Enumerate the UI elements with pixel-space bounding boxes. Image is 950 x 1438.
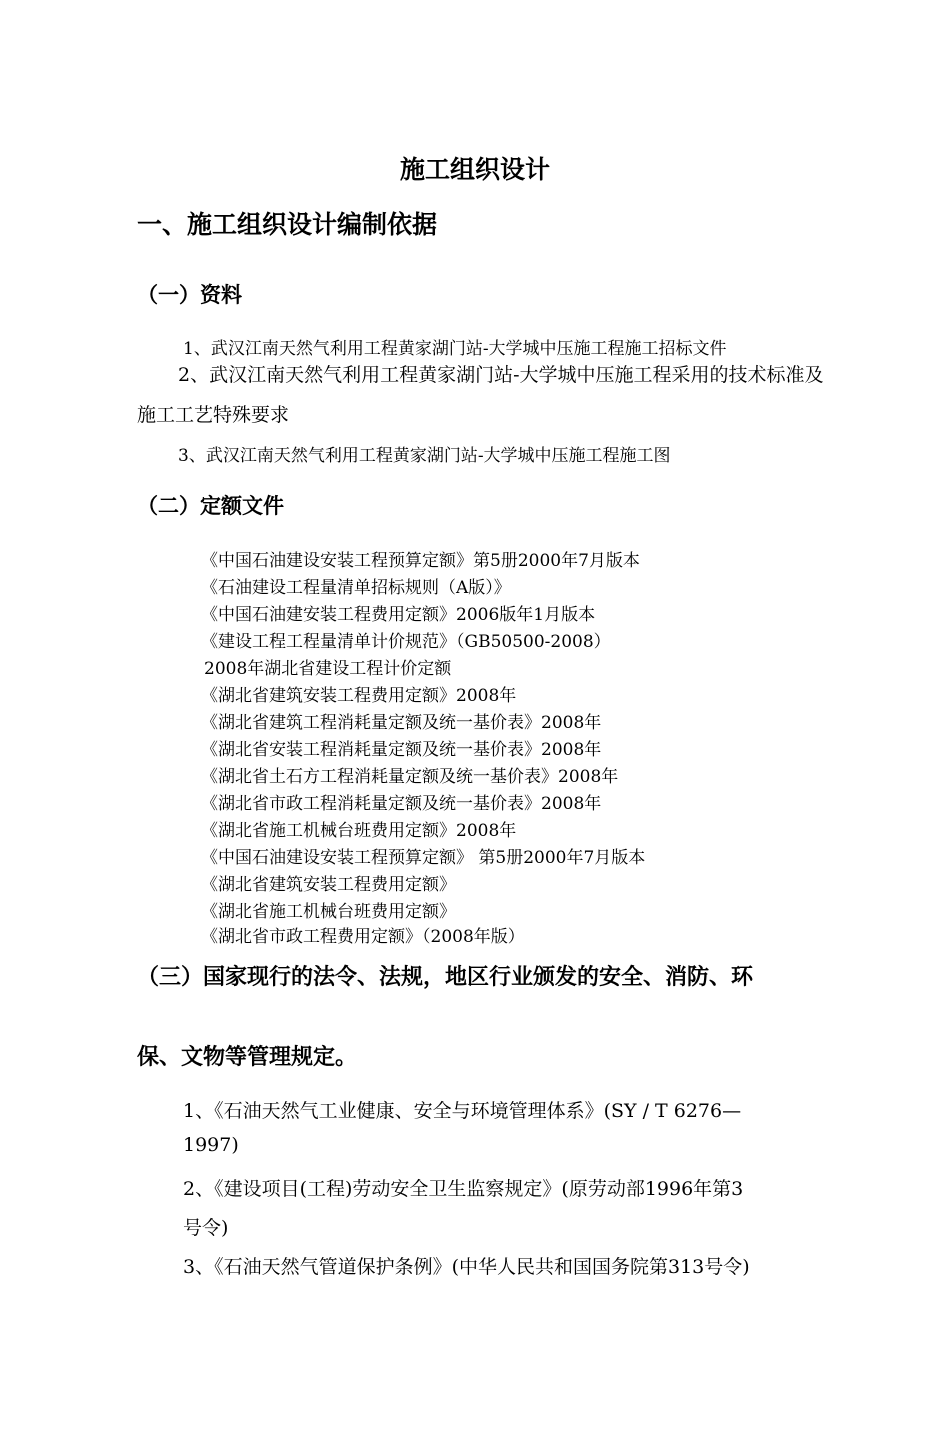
subsection-heading-materials: （一）资料 bbox=[137, 283, 242, 307]
regulation-item-1-cont: 1997) bbox=[183, 1134, 239, 1156]
quota-item: 《湖北省建筑安装工程费用定额》 bbox=[201, 875, 456, 895]
quota-item: 《湖北省市政工程消耗量定额及统一基价表》2008年 bbox=[201, 794, 602, 814]
quota-item: 《湖北省市政工程费用定额》（2008年版） bbox=[201, 927, 525, 947]
quota-item: 2008年湖北省建设工程计价定额 bbox=[204, 659, 452, 679]
quota-item: 《湖北省土石方工程消耗量定额及统一基价表》2008年 bbox=[201, 767, 619, 787]
document-title: 施工组织设计 bbox=[399, 155, 550, 184]
quota-item: 《中国石油建设安装工程预算定额》第5册2000年7月版本 bbox=[201, 551, 640, 571]
materials-item-2-cont: 施工工艺特殊要求 bbox=[137, 404, 290, 426]
quota-item: 《中国石油建安装工程费用定额》2006版年1月版本 bbox=[201, 605, 596, 625]
quota-item: 《湖北省建筑工程消耗量定额及统一基价表》2008年 bbox=[201, 713, 602, 733]
regulation-item-2: 2、《建设项目(工程)劳动安全卫生监察规定》(原劳动部1996年第3 bbox=[183, 1178, 744, 1200]
subsection-heading-regulations-line1: （三）国家现行的法令、法规，地区行业颁发的安全、消防、环 bbox=[137, 965, 754, 990]
materials-item-3: 3、武汉江南天然气利用工程黄家湖门站-大学城中压施工程施工图 bbox=[178, 446, 671, 466]
quota-item: 《建设工程工程量清单计价规范》（GB50500-2008） bbox=[201, 632, 611, 652]
quota-item: 《湖北省施工机械台班费用定额》2008年 bbox=[201, 821, 517, 841]
regulation-item-3: 3、《石油天然气管道保护条例》(中华人民共和国国务院第313号令) bbox=[183, 1256, 750, 1278]
subsection-heading-regulations-line2: 保、文物等管理规定。 bbox=[137, 1045, 358, 1070]
quota-item: 《湖北省建筑安装工程费用定额》2008年 bbox=[201, 686, 517, 706]
regulation-item-1: 1、《石油天然气工业健康、安全与环境管理体系》(SY / T 6276— bbox=[183, 1100, 742, 1122]
quota-item: 《湖北省施工机械台班费用定额》 bbox=[201, 902, 456, 922]
quota-item: 《湖北省安装工程消耗量定额及统一基价表》2008年 bbox=[201, 740, 602, 760]
materials-item-2: 2、武汉江南天然气利用工程黄家湖门站-大学城中压施工程采用的技术标准及 bbox=[178, 364, 824, 386]
quota-item: 《石油建设工程量清单招标规则（A版）》 bbox=[201, 578, 511, 598]
materials-item-1: 1、武汉江南天然气利用工程黄家湖门站-大学城中压施工程施工招标文件 bbox=[183, 339, 727, 359]
quota-item: 《中国石油建设安装工程预算定额》 第5册2000年7月版本 bbox=[201, 848, 646, 868]
subsection-heading-quota-files: （二）定额文件 bbox=[137, 494, 284, 518]
regulation-item-2-cont: 号令) bbox=[183, 1217, 229, 1239]
section-heading-1: 一、施工组织设计编制依据 bbox=[137, 210, 438, 239]
